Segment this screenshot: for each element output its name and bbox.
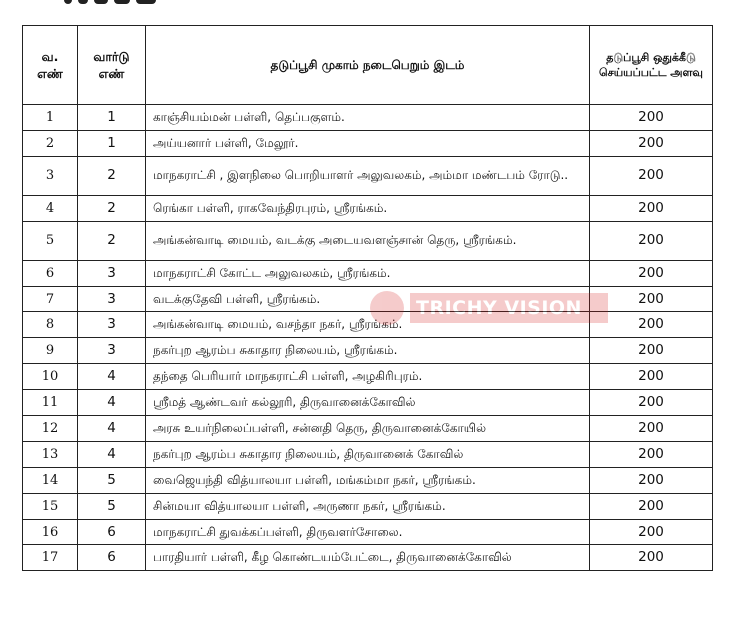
vaccine-allocation-cell: 200 <box>590 105 713 131</box>
vaccine-allocation-cell: 200 <box>590 260 713 286</box>
ward-number-cell: 4 <box>78 364 146 390</box>
serial-number-cell: 12 <box>23 416 78 442</box>
table-row <box>23 441 713 467</box>
ward-number-cell: 2 <box>78 156 146 195</box>
table-row <box>23 221 713 260</box>
serial-number-cell: 9 <box>23 338 78 364</box>
table-body <box>23 105 713 571</box>
header-vaccine-allocation: தடுப்பூசி ஒதுக்கீடு செய்யப்பட்ட அளவு <box>590 26 713 105</box>
table-row <box>23 312 713 338</box>
vaccine-allocation-cell: 200 <box>590 441 713 467</box>
camp-location-cell: நகர்புற ஆரம்ப சுகாதார நிலையம், ஸ்ரீரங்கம். <box>146 338 590 364</box>
ward-number-cell: 4 <box>78 416 146 442</box>
vaccine-allocation-cell: 200 <box>590 364 713 390</box>
table-row <box>23 156 713 195</box>
serial-number-cell: 1 <box>23 105 78 131</box>
camp-location-cell: அரசு உயர்நிலைப்பள்ளி, சன்னதி தெரு, திருவானைக்கோயில் <box>146 416 590 442</box>
ward-number-cell: 3 <box>78 312 146 338</box>
serial-number-cell: 15 <box>23 493 78 519</box>
camp-location-cell: மாநகராட்சி கோட்ட அலுவலகம், ஸ்ரீரங்கம். <box>146 260 590 286</box>
ward-number-cell: 4 <box>78 441 146 467</box>
camp-location-cell: ரெங்கா பள்ளி, ராகவேந்திரபுரம், ஸ்ரீரங்கம். <box>146 195 590 221</box>
serial-number-cell: 14 <box>23 467 78 493</box>
ward-number-cell: 6 <box>78 519 146 545</box>
camp-location-cell: அங்கன்வாடி மையம், வசந்தா நகர், ஸ்ரீரங்கம். <box>146 312 590 338</box>
serial-number-cell: 11 <box>23 390 78 416</box>
table-row <box>23 390 713 416</box>
table-row <box>23 416 713 442</box>
serial-number-cell: 6 <box>23 260 78 286</box>
camp-location-cell: காஞ்சியம்மன் பள்ளி, தெப்பகுளம். <box>146 105 590 131</box>
camp-location-cell: மாநகராட்சி , இளநிலை பொறியாளர் அலுவலகம், அம்மா மண்டபம் ரோடு.. <box>146 156 590 195</box>
vaccine-allocation-cell: 200 <box>590 338 713 364</box>
vaccine-allocation-cell: 200 <box>590 519 713 545</box>
vaccine-allocation-cell: 200 <box>590 493 713 519</box>
vaccine-allocation-cell: 200 <box>590 156 713 195</box>
vaccine-allocation-cell: 200 <box>590 545 713 571</box>
camp-location-cell: வடக்குதேவி பள்ளி, ஸ்ரீரங்கம். <box>146 286 590 312</box>
vaccine-allocation-cell: 200 <box>590 416 713 442</box>
table-row <box>23 105 713 131</box>
serial-number-cell: 13 <box>23 441 78 467</box>
table-row <box>23 286 713 312</box>
camp-location-cell: நகர்புற ஆரம்ப சுகாதார நிலையம், திருவானைக் கோவில் <box>146 441 590 467</box>
table-header-row <box>23 26 713 105</box>
serial-number-cell: 16 <box>23 519 78 545</box>
ward-number-cell: 3 <box>78 338 146 364</box>
table-row <box>23 493 713 519</box>
ward-number-cell: 1 <box>78 130 146 156</box>
ward-number-cell: 3 <box>78 260 146 286</box>
camp-location-cell: அங்கன்வாடி மையம், வடக்கு அடையவளஞ்சான் தெரு, ஸ்ரீரங்கம். <box>146 221 590 260</box>
camp-location-cell: சின்மயா வித்யாலயா பள்ளி, அருணா நகர், ஸ்ரீரங்கம். <box>146 493 590 519</box>
vaccine-allocation-cell: 200 <box>590 312 713 338</box>
cropped-heading-fragment <box>62 0 160 5</box>
table-row <box>23 338 713 364</box>
camp-location-cell: ஸ்ரீமத் ஆண்டவர் கல்லூரி, திருவானைக்கோவில் <box>146 390 590 416</box>
ward-number-cell: 2 <box>78 195 146 221</box>
ward-number-cell: 2 <box>78 221 146 260</box>
ward-number-cell: 5 <box>78 493 146 519</box>
serial-number-cell: 5 <box>23 221 78 260</box>
vaccine-allocation-cell: 200 <box>590 286 713 312</box>
vaccine-allocation-cell: 200 <box>590 390 713 416</box>
header-serial-number: வ. எண் <box>23 26 78 105</box>
serial-number-cell: 4 <box>23 195 78 221</box>
vaccination-camp-table <box>22 25 713 571</box>
ward-number-cell: 4 <box>78 390 146 416</box>
ward-number-cell: 3 <box>78 286 146 312</box>
serial-number-cell: 7 <box>23 286 78 312</box>
serial-number-cell: 2 <box>23 130 78 156</box>
table-row <box>23 130 713 156</box>
serial-number-cell: 10 <box>23 364 78 390</box>
header-camp-location: தடுப்பூசி முகாம் நடைபெறும் இடம் <box>146 26 590 105</box>
vaccine-allocation-cell: 200 <box>590 467 713 493</box>
camp-location-cell: அய்யனார் பள்ளி, மேலூர். <box>146 130 590 156</box>
header-ward-number: வார்டு எண் <box>78 26 146 105</box>
camp-location-cell: மாநகராட்சி துவக்கப்பள்ளி, திருவளர்சோலை. <box>146 519 590 545</box>
camp-location-cell: வைஜெயந்தி வித்யாலயா பள்ளி, மங்கம்மா நகர், ஸ்ரீரங்கம். <box>146 467 590 493</box>
vaccine-allocation-cell: 200 <box>590 195 713 221</box>
serial-number-cell: 17 <box>23 545 78 571</box>
ward-number-cell: 6 <box>78 545 146 571</box>
table-row <box>23 364 713 390</box>
table-row <box>23 260 713 286</box>
serial-number-cell: 3 <box>23 156 78 195</box>
vaccine-allocation-cell: 200 <box>590 221 713 260</box>
ward-number-cell: 1 <box>78 105 146 131</box>
vaccine-allocation-cell: 200 <box>590 130 713 156</box>
table-row <box>23 519 713 545</box>
vaccination-camp-table-container <box>22 25 712 571</box>
table-row <box>23 545 713 571</box>
camp-location-cell: தந்தை பெரியார் மாநகராட்சி பள்ளி, அழகிரிபுரம். <box>146 364 590 390</box>
table-row <box>23 467 713 493</box>
watermark-text: TRICHY VISION <box>410 293 608 323</box>
table-row <box>23 195 713 221</box>
serial-number-cell: 8 <box>23 312 78 338</box>
camp-location-cell: பாரதியார் பள்ளி, கீழ கொண்டயம்பேட்டை, திருவானைக்கோவில் <box>146 545 590 571</box>
ward-number-cell: 5 <box>78 467 146 493</box>
